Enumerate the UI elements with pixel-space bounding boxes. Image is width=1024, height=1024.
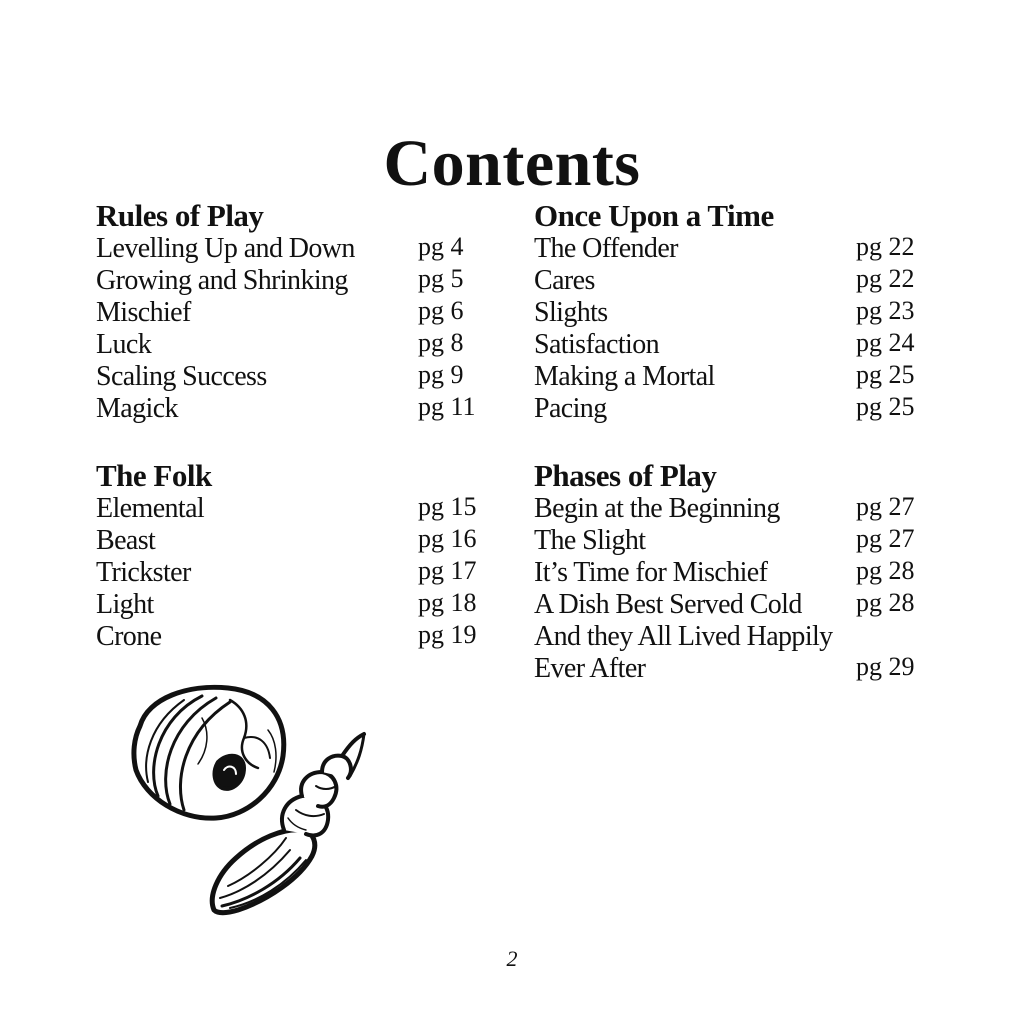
toc-entry-label: Pacing [534, 393, 607, 424]
toc-entry[interactable] [534, 392, 915, 425]
toc-entry-label: It’s Time for Mischief [534, 557, 768, 588]
toc-entry-page: pg 11 [418, 392, 476, 421]
toc-entry[interactable] [96, 588, 477, 621]
toc-entry[interactable] [534, 328, 915, 361]
toc-entry-label: Levelling Up and Down [96, 233, 355, 264]
toc-entry[interactable] [96, 620, 477, 653]
toc-section-once-upon-a-time [534, 198, 915, 425]
section-title: Once Upon a Time [534, 198, 774, 233]
toc-entry[interactable] [96, 392, 476, 425]
toc-entry[interactable] [96, 492, 477, 525]
toc-entry-label: Scaling Success [96, 361, 267, 392]
toc-entry[interactable] [96, 524, 477, 557]
toc-entry-label: Making a Mortal [534, 361, 715, 392]
toc-entry-label: A Dish Best Served Cold [534, 589, 802, 620]
toc-entry[interactable] [534, 264, 915, 297]
toc-entry[interactable] [534, 556, 915, 589]
toc-entry-label: Trickster [96, 557, 191, 588]
toc-entry-label: The Slight [534, 525, 646, 556]
toc-section-rules-of-play [96, 198, 476, 425]
page-number: 2 [506, 946, 518, 971]
toc-entry-page: pg 16 [418, 524, 477, 553]
toc-entry-page: pg 5 [418, 264, 464, 293]
toc-entry[interactable] [534, 588, 915, 621]
toc-entry-page: pg 4 [418, 232, 464, 261]
toc-entry-page: pg 29 [856, 652, 915, 681]
toc-entry[interactable] [534, 524, 915, 557]
toc-entry[interactable] [534, 360, 915, 393]
toc-entry-page: pg 22 [856, 232, 915, 261]
toc-entry[interactable] [96, 296, 464, 329]
toc-entry[interactable] [96, 360, 464, 393]
toc-entry-label: Luck [96, 329, 152, 360]
page-title: Contents [383, 127, 641, 201]
toc-entry[interactable] [96, 556, 477, 589]
section-title: Rules of Play [96, 198, 264, 233]
toc-entry-page: pg 15 [418, 492, 477, 521]
toc-entry-page: pg 6 [418, 296, 464, 325]
toc-entry-page: pg 25 [856, 360, 915, 389]
toc-entry-page: pg 27 [856, 524, 915, 553]
toc-entry[interactable] [96, 232, 464, 265]
toc-entry-page: pg 27 [856, 492, 915, 521]
shells-icon [118, 678, 378, 918]
toc-entry[interactable] [96, 328, 464, 361]
toc-entry-label: Beast [96, 525, 156, 556]
round-shell-icon [134, 687, 284, 818]
toc-entry-label: The Offender [534, 233, 678, 264]
toc-entry-label: Slights [534, 297, 608, 328]
toc-entry-page: pg 19 [418, 620, 477, 649]
toc-entry-label: Light [96, 589, 154, 620]
toc-entry[interactable] [534, 621, 915, 685]
toc-entry-page: pg 28 [856, 588, 915, 617]
toc-entry-label: Begin at the Beginning [534, 493, 780, 524]
toc-entry-label: Satisfaction [534, 329, 659, 360]
toc-entry[interactable] [534, 296, 915, 329]
section-title: The Folk [96, 458, 212, 493]
toc-entry-page: pg 18 [418, 588, 477, 617]
toc-entry-page: pg 22 [856, 264, 915, 293]
toc-entry-page: pg 28 [856, 556, 915, 585]
toc-entry-page: pg 8 [418, 328, 464, 357]
toc-entry-page: pg 24 [856, 328, 915, 357]
toc-entry-label: Cares [534, 265, 595, 296]
section-title: Phases of Play [534, 458, 717, 493]
toc-entry-page: pg 25 [856, 392, 915, 421]
toc-entry-label: Magick [96, 393, 178, 424]
toc-entry[interactable] [534, 492, 915, 525]
toc-entry[interactable] [534, 232, 915, 265]
toc-section-the-folk [96, 458, 477, 653]
toc-section-phases-of-play [534, 458, 915, 685]
toc-entry-page: pg 9 [418, 360, 464, 389]
toc-entry[interactable] [96, 264, 464, 297]
toc-entry-label: Elemental [96, 493, 205, 524]
toc-entry-label: Mischief [96, 297, 191, 328]
toc-entry-label: And they All Lived Happily Ever After [534, 621, 833, 684]
toc-entry-label: Crone [96, 621, 162, 652]
toc-entry-label: Growing and Shrinking [96, 265, 348, 296]
toc-entry-page: pg 23 [856, 296, 915, 325]
toc-entry-page: pg 17 [418, 556, 477, 585]
